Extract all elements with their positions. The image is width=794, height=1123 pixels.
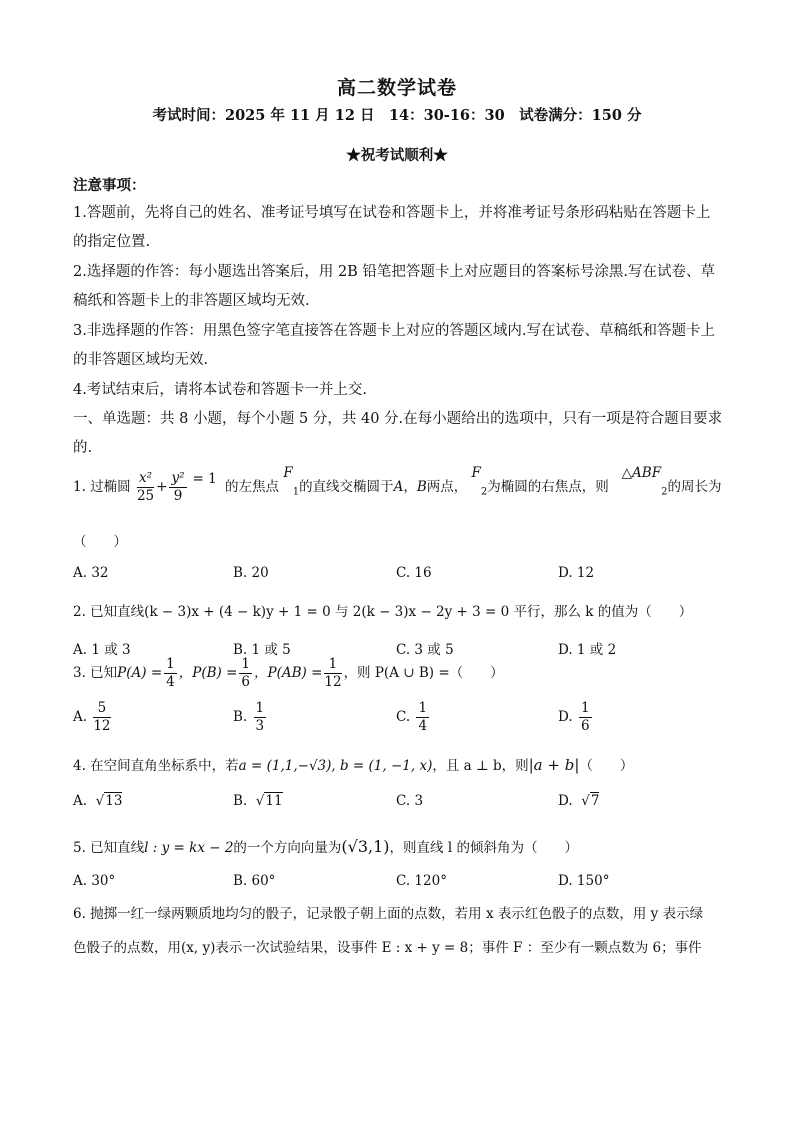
- question-6-line-2: 色骰子的点数，用(x, y)表示一次试验结果，设事件 E : x + y = 8；事件 F ：至少有一颗点数为 6；事件: [73, 940, 702, 956]
- q4-option-a[interactable]: A. √13: [73, 793, 123, 809]
- notice-item-2: 2.选择题的作答：每小题选出答案后，用 2B 铅笔把答题卡上对应题目的答案标号涂黑.写在试卷、草稿纸和答题卡上的非答题区域均无效.: [73, 264, 716, 309]
- question-3: 3. 已知P(A) = $\frac{1}{4}$ ，P(B) = $\frac{1}{6}$ ，P(AB) = $\frac{1}{12}$ ，则 P(A ∪ B) =（ ）: [73, 656, 504, 690]
- q2-option-b[interactable]: B. 1 或 5: [233, 642, 291, 658]
- good-luck-line: ★祝考试顺利★: [346, 147, 448, 164]
- q1-paren: （ ）: [73, 534, 127, 550]
- question-2: 2. 已知直线(k − 3)x + (4 − k)y + 1 = 0 与 2(k − 3)x − 2y + 3 = 0 平行，那么 k 的值为（ ）: [73, 604, 693, 620]
- q3-options: [73, 700, 733, 746]
- q1-equals-one: = 1: [192, 470, 217, 487]
- question-6-line-1: 6. 抛掷一红一绿两颗质地均匀的骰子，记录骰子朝上面的点数，若用 x 表示红色骰子的点数，用 y 表示绿: [73, 906, 704, 922]
- page-title: 高二数学试卷: [336, 77, 457, 99]
- q1-option-c[interactable]: C. 16: [396, 565, 432, 581]
- q5-option-d[interactable]: D. 150°: [558, 873, 610, 889]
- q3-option-d[interactable]: D. $\frac{1}{6}$: [558, 700, 590, 734]
- q1-option-b[interactable]: B. 20: [233, 565, 269, 581]
- q5-option-c[interactable]: C. 120°: [396, 873, 447, 889]
- q1-frac-x: $\frac{\text{x²}}{25}$: [136, 470, 155, 504]
- q5-options: [73, 873, 733, 903]
- question-5: 5. 已知直线l : y = kx − 2的一个方向向量为(√3,1)，则直线 l 的倾斜角为（ ）: [73, 837, 578, 856]
- q4-option-c[interactable]: C. 3: [396, 793, 424, 809]
- q1-option-a[interactable]: A. 32: [73, 565, 109, 581]
- q5-option-b[interactable]: B. 60°: [233, 873, 276, 889]
- q1-mid: 的左焦点: [225, 479, 280, 495]
- question-1: 1. 过椭圆 $\frac{\text{x²}}{25}$ + $\frac{\text{y²}}{9}$ = 1 的左焦点 $F_1$的直线交椭圆于A，B两点， $F_2$为椭圆的右焦点，则 $\triangle ABF_2$的周长为: [73, 465, 722, 504]
- question-4: 4. 在空间直角坐标系中，若a = (1,1,−√3), b = (1, −1, x)，且 a ⊥ b，则|a + b|（ ）: [73, 756, 634, 774]
- q3-option-b[interactable]: B. $\frac{1}{3}$: [233, 700, 265, 734]
- q3-option-a[interactable]: A. $\frac{5}{12}$: [73, 700, 111, 734]
- q5-option-a[interactable]: A. 30°: [73, 873, 116, 889]
- exam-info: 考试时间：2025 年 11 月 12 日 14：30-16：30 试卷满分：150 分: [152, 107, 642, 124]
- q2-option-d[interactable]: D. 1 或 2: [558, 642, 617, 658]
- q4-option-b[interactable]: B. √11: [233, 793, 283, 809]
- notice-item-3: 3.非选择题的作答：用黑色签字笔直接答在答题卡上对应的答题区域内.写在试卷、草稿纸和答题卡上的非答题区域均无效.: [73, 323, 715, 368]
- q2-option-a[interactable]: A. 1 或 3: [73, 642, 131, 658]
- q4-option-d[interactable]: D. √7: [558, 793, 600, 809]
- notice-heading: 注意事项：: [73, 177, 146, 194]
- q1-frac-y: $\frac{\text{y²}}{9}$: [171, 470, 185, 504]
- q1-pre: 1. 过椭圆: [73, 479, 131, 495]
- section-1-heading: 一、单选题：共 8 小题，每个小题 5 分，共 40 分.在每小题给出的选项中，只有一项是符合题目要求的.: [73, 411, 723, 456]
- notice-item-4: 4.考试结束后，请将本试卷和答题卡一并上交.: [73, 382, 367, 398]
- q1-options: [73, 565, 733, 595]
- q1-option-d[interactable]: D. 12: [558, 565, 595, 581]
- notice-item-1: 1.答题前，先将自己的姓名、准考证号填写在试卷和答题卡上，并将准考证号条形码粘贴在答题卡上的指定位置.: [73, 205, 711, 250]
- q2-option-c[interactable]: C. 3 或 5: [396, 642, 454, 658]
- q3-option-c[interactable]: C. $\frac{1}{4}$: [396, 700, 428, 734]
- q4-options: [73, 793, 733, 823]
